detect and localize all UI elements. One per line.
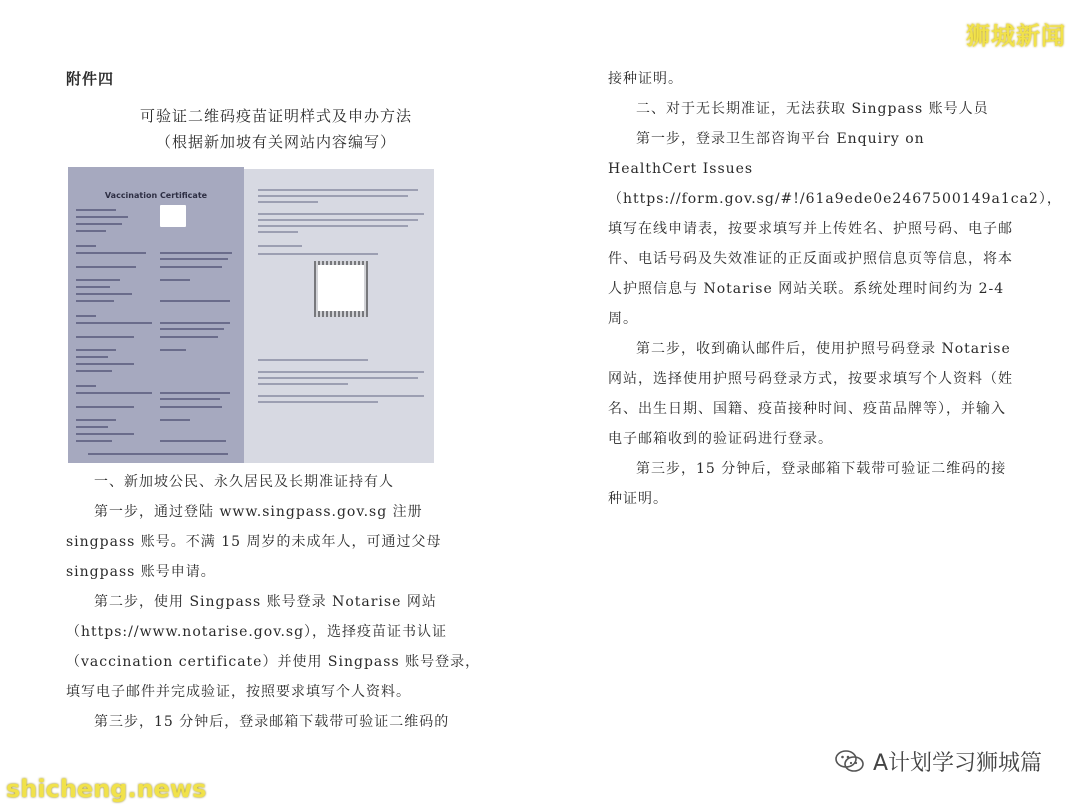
watermark-top-right: 狮城新闻 (966, 22, 1066, 50)
section-2-step-1: 第一步，登录卫生部咨询平台 Enquiry on HealthCert Issues（https://form.gov.sg/#!/61a9ede0e2467500149a1ca2），填写在线申请表，按要求填写并上传姓名、护照号码、电子邮件、电话号码及失效准证的正反面或护照信息页等信息，将本人护照信息与 Notarise 网站关联。系统处理时间约为 2-4 周。 (608, 131, 1062, 327)
account-name: A计划学习狮城篇 (872, 751, 1042, 776)
section-1-step-1: 第一步，通过登陆 www.singpass.gov.sg 注册 singpass 账号。不满 15 周岁的未成年人，可通过父母 singpass 账号申请。 (66, 504, 442, 580)
watermark-bottom-left: shicheng.news (6, 775, 207, 803)
section-1-step-2: 第二步，使用 Singpass 账号登录 Notarise 网站（https://www.notarise.gov.sg），选择疫苗证书认证（vaccination certificate）并使用 Singpass 账号登录，填写电子邮件并完成验证，按照要求填写个人资料。 (66, 594, 481, 700)
section-2-heading: 二、对于无长期准证，无法获取 Singpass 账号人员 (636, 101, 989, 117)
certificate-page-right (244, 169, 434, 463)
certificate-sample-image (66, 167, 432, 463)
redacted-qr (318, 265, 364, 311)
annex-label: 附件四 (66, 70, 115, 88)
watermark-bottom-right (835, 746, 1042, 777)
section-2-step-3: 第三步，15 分钟后，登录邮箱下载带可验证二维码的接种证明。 (608, 461, 1007, 507)
section-2-step-2: 第二步，收到确认邮件后，使用护照号码登录 Notarise 网站，选择使用护照号码登录方式，按要求填写个人资料（姓名、出生日期、国籍、疫苗接种时间、疫苗品牌等），并输入电子邮箱收到的验证码进行登录。 (608, 341, 1013, 447)
left-column (66, 68, 486, 737)
section-1-step-3: 第三步，15 分钟后，登录邮箱下载带可验证二维码的 (94, 714, 450, 730)
redacted-block (160, 205, 186, 227)
section-1-heading: 一、新加坡公民、永久居民及长期准证持有人 (94, 474, 394, 490)
certificate-page-left (68, 167, 244, 463)
right-column (608, 64, 1062, 514)
document-title: 可验证二维码疫苗证明样式及申办方法 (139, 107, 412, 125)
document-subtitle: （根据新加坡有关网站内容编写） (155, 133, 396, 151)
certificate-heading: Vaccination Certificate (104, 191, 208, 200)
wechat-icon (835, 749, 865, 775)
continuation-text: 接种证明。 (608, 71, 683, 87)
